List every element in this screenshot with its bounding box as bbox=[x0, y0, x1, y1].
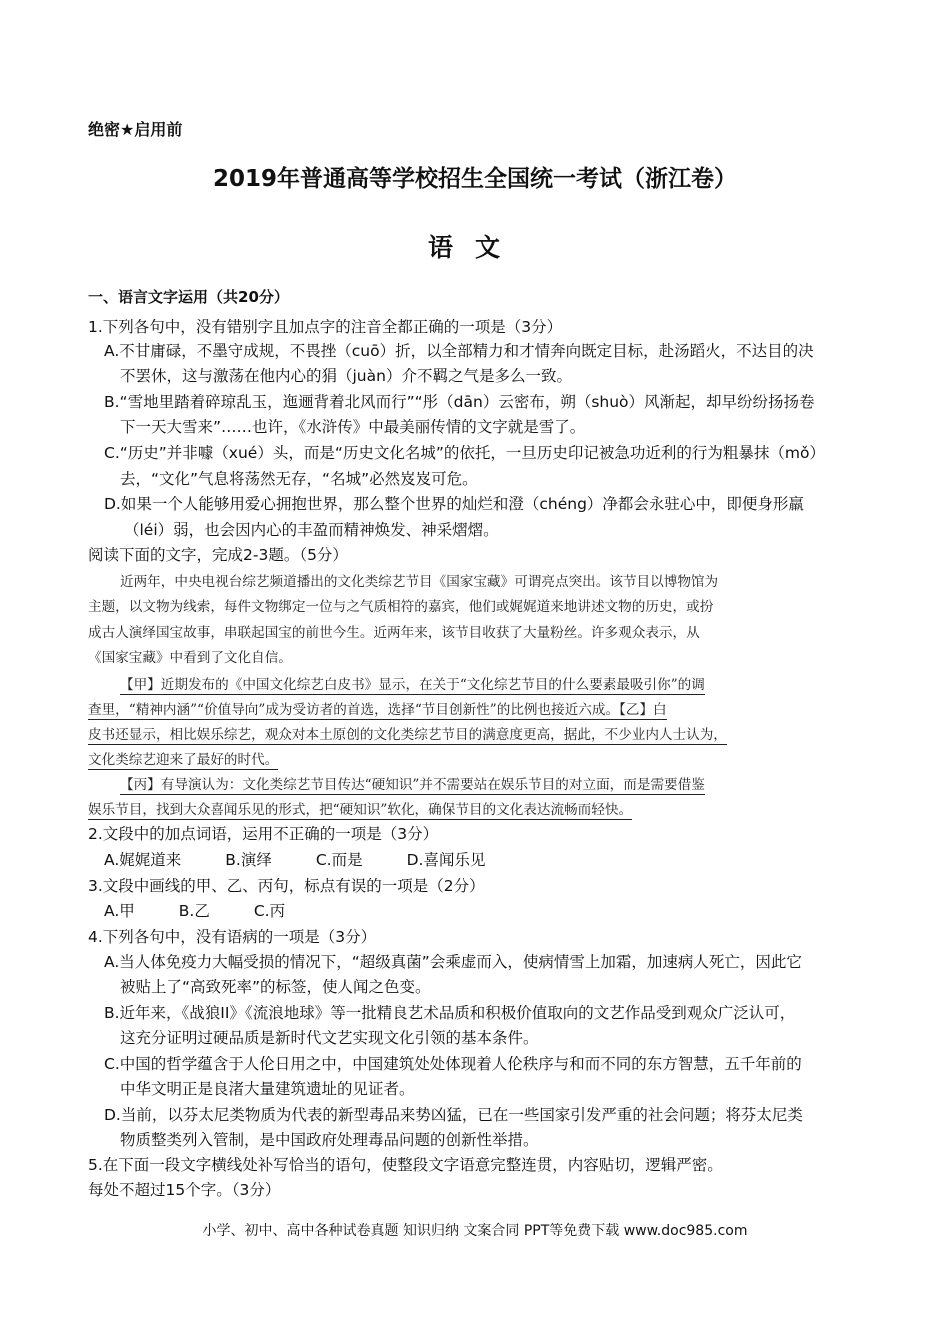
q3-option-c: C.丙 bbox=[253, 902, 286, 920]
section-heading: 一、语言文字运用（共20分） bbox=[88, 288, 289, 306]
q1-option-c-line2: 去，“文化”气息将荡然无存，“名城”必然岌岌可危。 bbox=[120, 470, 478, 488]
passage-line-underlined bbox=[88, 723, 727, 743]
q4-option-c-line2: 中华文明正是良渚大量建筑遗址的见证者。 bbox=[120, 1080, 415, 1098]
sentence-yi: 皮书还显示，相比娱乐综艺，观众对本土原创的文化类综艺节目的满意度更高，据此，不少业内人士认为， bbox=[88, 727, 727, 743]
q2-options bbox=[104, 848, 529, 870]
q2-option-b: B.演绎 bbox=[225, 851, 272, 869]
q5-stem: 5.在下面一段文字横线处补写恰当的语句，使整段文字语意完整连贯，内容贴切，逻辑严密。 bbox=[88, 1156, 723, 1174]
q4-option-c-line1: C.中国的哲学蕴含于人伦日用之中，中国建筑处处体现着人伦秩序与和而不同的东方智慧，五千年前的 bbox=[104, 1055, 802, 1073]
reading-intro: 阅读下面的文字，完成2-3题。（5分） bbox=[88, 546, 348, 564]
q4-option-b-line1: B.近年来，《战狼II》《流浪地球》等一批精良艺术品质和积极价值取向的文艺作品受到观众广泛认可， bbox=[104, 1004, 796, 1022]
passage-line-underlined bbox=[88, 798, 632, 818]
passage-line: 主题，以文物为线索，每件文物绑定一位与之气质相符的嘉宾，他们或娓娓道来地讲述文物的历史，或扮 bbox=[88, 599, 714, 615]
subject-title: 语文 bbox=[427, 233, 522, 262]
q1-option-b-line1: B.“雪地里踏着碎琼乱玉，迤逦背着北风而行”“彤（dān）云密布，朔（shuò）风渐起，却早纷纷扬扬卷 bbox=[104, 393, 815, 411]
q3-stem: 3.文段中画线的甲、乙、丙句，标点有误的一项是（2分） bbox=[88, 877, 485, 895]
q1-option-d-line2: （léi）弱，也会因内心的丰盈而精神焕发、神采熠熠。 bbox=[124, 521, 499, 539]
footer-promo: 小学、初中、高中各种试卷真题 知识归纳 文案合同 PPT等免费下载 www.doc985.com bbox=[202, 1223, 748, 1239]
sentence-bing-end: 娱乐节目，找到大众喜闻乐见的形式，把“硬知识”软化，确保节目的文化表达流畅而轻快。 bbox=[88, 802, 633, 818]
sentence-jia: 【甲】近期发布的《中国文化综艺白皮书》显示，在关于“文化综艺节目的什么要素最吸引你”的调 bbox=[120, 677, 705, 693]
q3-option-a: A.甲 bbox=[104, 902, 135, 920]
q3-options bbox=[104, 899, 329, 921]
passage-line: 成古人演绎国宝故事，串联起国宝的前世今生。近两年来，该节目收获了大量粉丝。许多观众表示，从 bbox=[88, 625, 700, 641]
q1-option-c-line1: C.“历史”并非噱（xué）头，而是“历史文化名城”的依托，一旦历史印记被急功近利的行为粗暴抹（mǒ） bbox=[104, 444, 825, 462]
passage-line-underlined bbox=[120, 773, 705, 793]
q2-option-a: A.娓娓道来 bbox=[104, 851, 182, 869]
passage-line: 《国家宝藏》中看到了文化自信。 bbox=[88, 650, 292, 666]
q3-option-b: B.乙 bbox=[178, 902, 210, 920]
sentence-yi-end: 文化类综艺迎来了最好的时代。 bbox=[88, 752, 279, 768]
q2-option-c: C.而是 bbox=[315, 851, 363, 869]
q1-option-a-line2: 不罢休，这与激荡在他内心的狷（juàn）介不羁之气是多么一致。 bbox=[120, 367, 572, 385]
sentence-bing: 【丙】有导演认为：文化类综艺节目传达“硬知识”并不需要站在娱乐节目的对立面，而是需要借鉴 bbox=[120, 777, 705, 793]
q1-stem: 1.下列各句中，没有错别字且加点字的注音全都正确的一项是（3分） bbox=[88, 318, 563, 336]
q4-option-b-line2: 这充分证明过硬品质是新时代文艺实现文化引领的基本条件。 bbox=[120, 1029, 539, 1047]
q4-option-d-line1: D.当前，以芬太尼类物质为代表的新型毒品来势凶猛，已在一些国家引发严重的社会问题；将芬太尼类 bbox=[104, 1106, 803, 1124]
passage-line-underlined bbox=[88, 698, 667, 718]
passage-line-underlined bbox=[120, 673, 705, 693]
q5-limit: 每处不超过15个字。（3分） bbox=[88, 1181, 281, 1199]
q1-option-d-line1: D.如果一个人能够用爱心拥抱世界，那么整个世界的灿烂和澄（chéng）净都会永驻心中，即便身形羸 bbox=[104, 495, 804, 513]
q2-option-d: D.喜闻乐见 bbox=[406, 851, 486, 869]
q1-option-a-line1: A.不甘庸碌，不墨守成规，不畏挫（cuō）折，以全部精力和才情奔向既定目标，赴汤蹈火，不达目的决 bbox=[104, 342, 814, 360]
q2-stem: 2.文段中的加点词语，运用不正确的一项是（3分） bbox=[88, 825, 439, 843]
exam-title: 2019年普通高等学校招生全国统一考试（浙江卷） bbox=[212, 166, 737, 192]
sentence-yi-start: 查里，“精神内涵”“价值导向”成为受访者的首选，选择“节目创新性”的比例也接近六成。【乙】白 bbox=[88, 702, 667, 718]
q4-stem: 4.下列各句中，没有语病的一项是（3分） bbox=[88, 928, 377, 946]
passage-line-underlined bbox=[88, 748, 278, 768]
q4-option-a-line2: 被贴上了“高致死率”的标签，使人闻之色变。 bbox=[120, 978, 431, 996]
secret-label: 绝密★启用前 bbox=[88, 120, 183, 139]
q4-option-a-line1: A.当人体免疫力大幅受损的情况下，“超级真菌”会乘虚而入，使病情雪上加霜，加速病人死亡，因此它 bbox=[104, 953, 802, 971]
q1-option-b-line2: 下一天大雪来”……也许，《水浒传》中最美丽传情的文字就是雪了。 bbox=[120, 418, 586, 436]
passage-line: 近两年，中央电视台综艺频道播出的文化类综艺节目《国家宝藏》可谓亮点突出。该节目以博物馆为 bbox=[120, 574, 719, 590]
q4-option-d-line2: 物质整类列入管制，是中国政府处理毒品问题的创新性举措。 bbox=[120, 1131, 539, 1149]
